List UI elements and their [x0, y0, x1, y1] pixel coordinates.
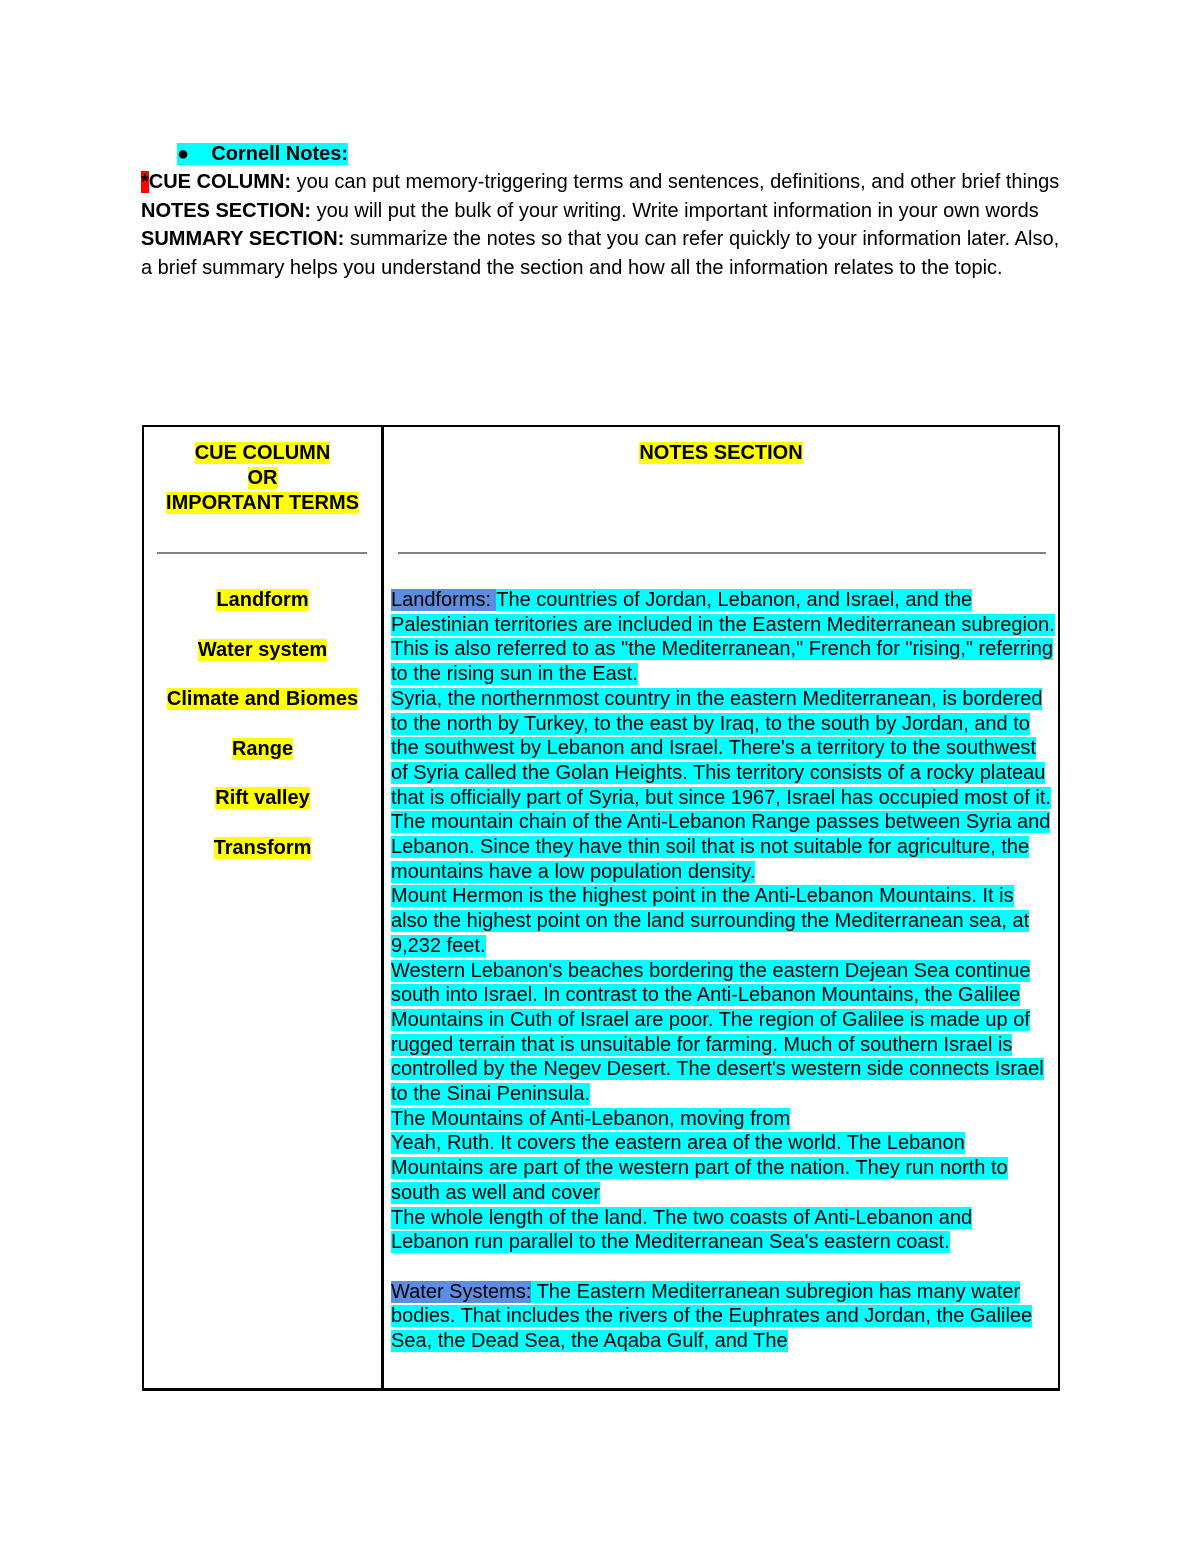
cue-term-label: Climate and Biomes: [166, 688, 359, 711]
cue-text: you can put memory-triggering terms and sentences, definitions, and other brief things: [291, 171, 1060, 194]
intro-title: Cornell Notes:: [211, 143, 349, 165]
notes-paragraph: [391, 1206, 1055, 1255]
cue-term-label: Range: [231, 737, 294, 760]
notes-paragraph: [391, 810, 1055, 884]
cue-description: [141, 168, 1066, 196]
notes-divider-rule: [398, 552, 1046, 554]
cue-term: [144, 687, 381, 737]
intro-section: [141, 140, 1066, 282]
notes-text: The Mountains of Anti-Lebanon, moving from: [391, 1107, 791, 1130]
notes-text: you will put the bulk of your writing. Write important information in your own words: [311, 199, 1039, 222]
notes-header-text: NOTES SECTION: [639, 442, 803, 464]
notes-text: Yeah, Ruth. It covers the eastern area of the world. The Lebanon Mountains are part of the western part of the nation. They run north to south as well and cover: [391, 1132, 1008, 1204]
notes-section-header: [384, 441, 1058, 466]
cue-marker: *: [141, 171, 149, 194]
summary-text: summarize the notes so that you can refer quickly to your information later. Also, a brief summary helps you understand the section and how all the information relates to the topic.: [141, 228, 1060, 279]
notes-text: Mount Hermon is the highest point in the Anti-Lebanon Mountains. It is also the highest point on the land surrounding the Mediterranean sea, at 9,232 feet.: [391, 885, 1030, 957]
intro-title-highlight: [177, 143, 348, 165]
cue-header-line-3: IMPORTANT TERMS: [166, 492, 359, 514]
notes-description: [141, 197, 1066, 225]
cornell-table: [142, 425, 1060, 1391]
water-text: The Eastern Mediterranean subregion has many water bodies. That includes the rivers of the Euphrates and Jordan, the Galilee Sea, the Dead Sea, the Aqaba Gulf, and The: [391, 1280, 1033, 1353]
notes-label: NOTES SECTION:: [141, 199, 312, 222]
landforms-label: Landforms:: [391, 589, 497, 611]
cue-term: [144, 588, 381, 638]
cue-divider-rule: [157, 552, 367, 554]
notes-paragraph: [391, 588, 1055, 687]
bullet-icon: ●: [177, 143, 190, 165]
landforms-text: The countries of Jordan, Lebanon, and Israel, and the Palestinian territories are included in the Eastern Mediterranean subregion. This is also referred to as "the Mediterranean," French for "rising," referring to the rising sun in the East.: [391, 589, 1055, 686]
cue-label: CUE COLUMN:: [148, 171, 292, 194]
cue-term: [144, 737, 381, 787]
cue-term: [144, 638, 381, 688]
intro-title-line: [141, 140, 1066, 168]
cue-term: [144, 836, 381, 886]
notes-paragraph: [391, 884, 1055, 958]
cue-term-label: Water system: [197, 638, 328, 661]
notes-paragraph: [391, 1131, 1055, 1205]
summary-label: SUMMARY SECTION:: [141, 228, 345, 251]
notes-text: The whole length of the land. The two coasts of Anti-Lebanon and Lebanon run parallel to the Mediterranean Sea's eastern coast.: [391, 1206, 973, 1254]
cue-column-header: [144, 441, 381, 516]
notes-paragraph: [391, 959, 1055, 1107]
cue-term-label: Rift valley: [215, 787, 310, 810]
notes-body: [391, 588, 1055, 1354]
cue-term: [144, 786, 381, 836]
water-label: Water Systems:: [391, 1280, 532, 1303]
cue-header-line-2: OR: [247, 467, 278, 489]
notes-paragraph: [391, 1107, 1055, 1132]
paragraph-spacer: [391, 1255, 1055, 1280]
notes-paragraph: [391, 687, 1055, 811]
cue-terms-list: [144, 588, 381, 886]
summary-description: [141, 225, 1066, 282]
notes-paragraph: [391, 1280, 1055, 1354]
cue-term-label: Landform: [216, 589, 309, 611]
column-divider: [381, 427, 384, 1388]
cue-header-line-1: CUE COLUMN: [194, 442, 331, 464]
notes-text: Western Lebanon's beaches bordering the eastern Dejean Sea continue south into Israel. In contrast to the Anti-Lebanon Mountains, the Galilee Mountains in Cuth of Israel are poor. The region of Galilee is made up of rugged terrain that is unsuitable for farming. Much of southern Israel is controlled by the Negev Desert. The desert's western side connects Israel to the Sinai Peninsula.: [391, 959, 1044, 1106]
notes-text: Syria, the northernmost country in the eastern Mediterranean, is bordered to the north by Turkey, to the east by Iraq, to the south by Jordan, and to the southwest by Lebanon and Israel. There's a territory to the southwest of Syria called the Golan Heights. This territory consists of a rocky plateau that is officially part of Syria, but since 1967, Israel has occupied most of it.: [391, 687, 1051, 809]
notes-text: The mountain chain of the Anti-Lebanon Range passes between Syria and Lebanon. Since they have thin soil that is not suitable for agriculture, the mountains have a low population density.: [391, 811, 1051, 883]
cue-term-label: Transform: [213, 836, 312, 859]
